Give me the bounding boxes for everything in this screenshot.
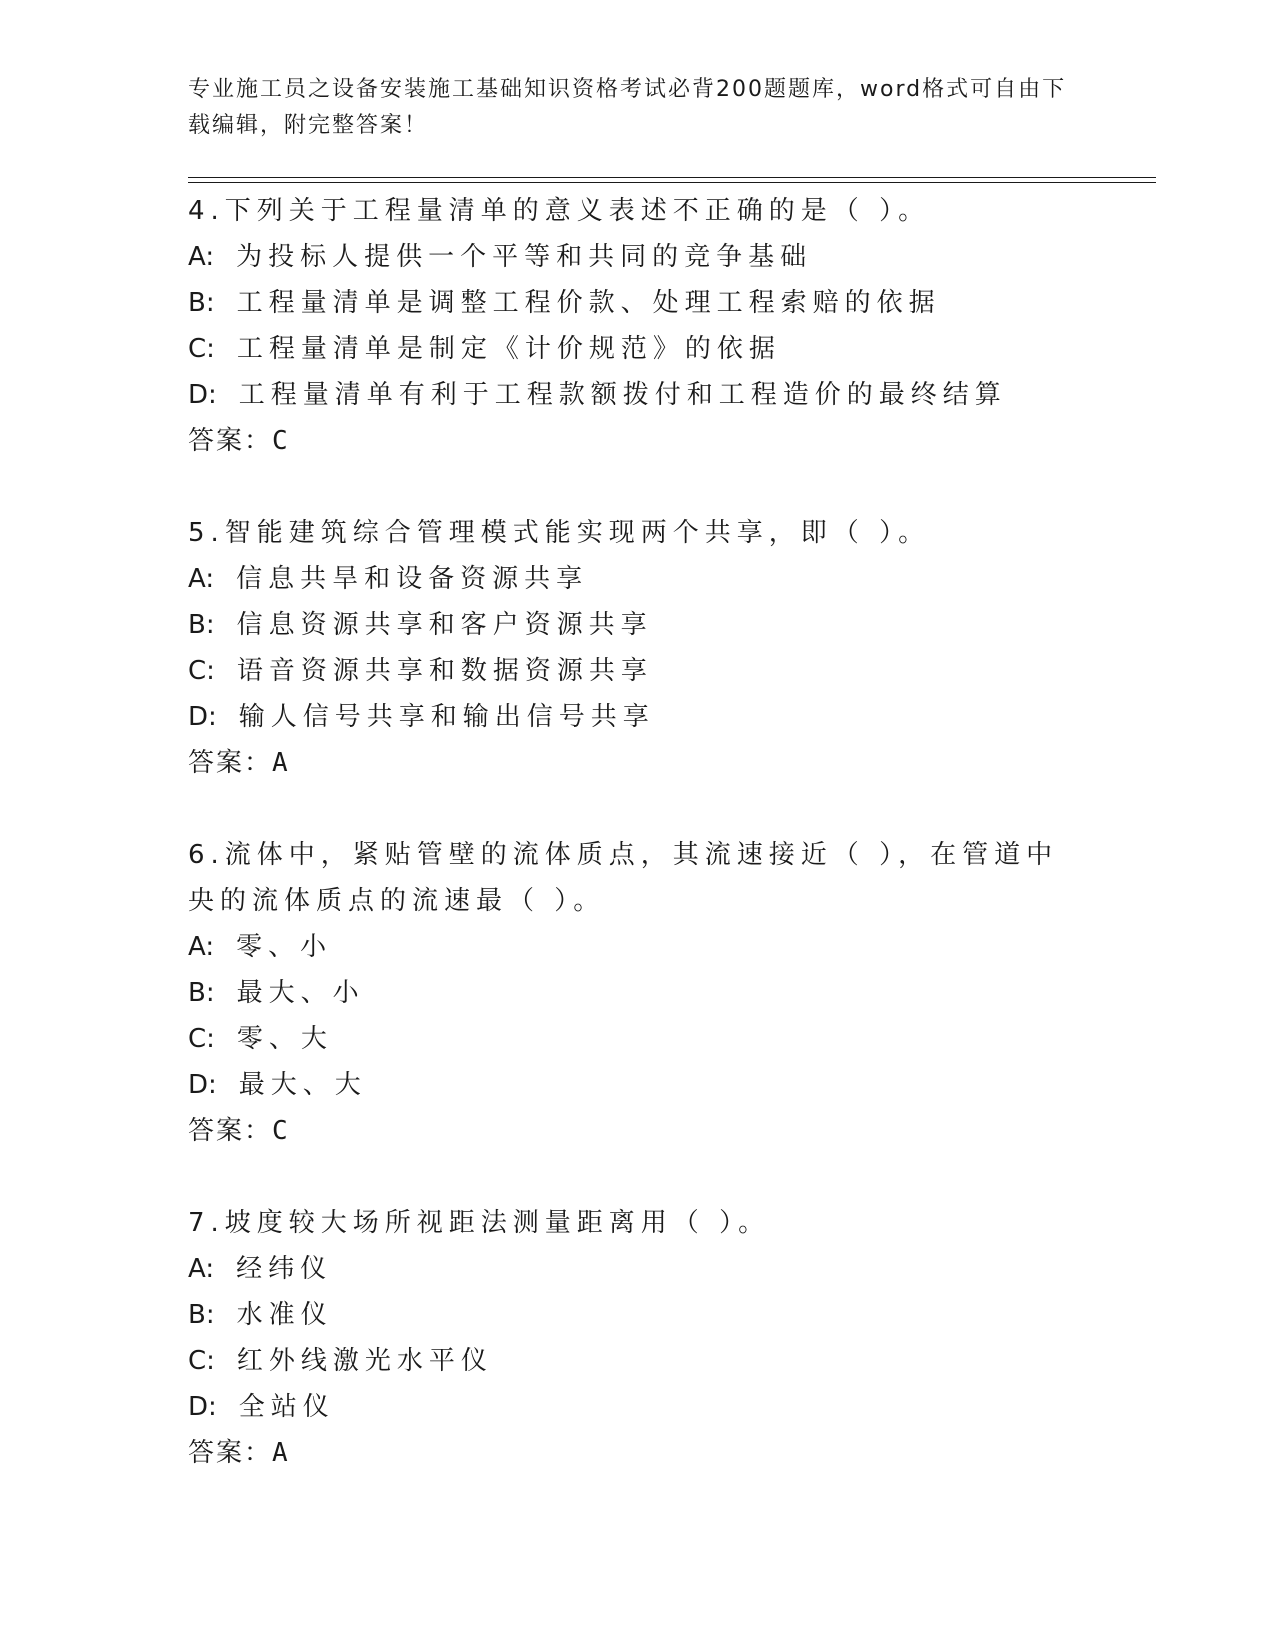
question-stem: 7.坡度较大场所视距法测量距离用（ ）。 — [188, 1208, 771, 1238]
option-a — [188, 556, 1088, 602]
option-key: B: — [188, 978, 215, 1008]
option-key: D: — [188, 1070, 217, 1100]
option-d — [188, 372, 1088, 418]
answer-label: 答案： — [188, 1116, 273, 1146]
option-text: 语音资源共享和数据资源共享 — [236, 656, 653, 686]
option-text: 为投标人提供一个平等和共同的竞争基础 — [236, 242, 813, 272]
document-header: 专业施工员之设备安装施工基础知识资格考试必背200题题库，word格式可自由下载编辑，附完整答案！ — [188, 77, 1067, 138]
option-key: D: — [188, 702, 217, 732]
header-divider-top — [188, 177, 1156, 178]
question-stem: 4.下列关于工程量清单的意义表述不正确的是（ ）。 — [188, 196, 931, 226]
option-d — [188, 694, 1088, 740]
question-stem: 6.流体中，紧贴管壁的流体质点，其流速接近（ ），在管道中央的流体质点的流速最（ ）。 — [188, 840, 1059, 916]
answer-value: A — [272, 1438, 288, 1468]
option-key: D: — [188, 380, 217, 410]
question-list — [188, 188, 1088, 1522]
answer-label: 答案： — [188, 748, 273, 778]
option-key: A: — [188, 242, 215, 272]
option-a — [188, 924, 1088, 970]
option-text: 零、大 — [236, 1024, 333, 1054]
option-key: C: — [188, 1024, 215, 1054]
option-key: B: — [188, 288, 215, 318]
option-d — [188, 1384, 1088, 1430]
answer-label: 答案： — [188, 1438, 273, 1468]
option-text: 经纬仪 — [236, 1254, 333, 1284]
option-c — [188, 648, 1088, 694]
option-a — [188, 1246, 1088, 1292]
option-key: C: — [188, 656, 215, 686]
option-text: 信息资源共享和客户资源共享 — [236, 610, 653, 640]
answer-line — [188, 1430, 1088, 1476]
option-key: A: — [188, 564, 215, 594]
option-text: 工程量清单是制定《计价规范》的依据 — [236, 334, 781, 364]
option-text: 最大、大 — [238, 1070, 367, 1100]
answer-line — [188, 418, 1088, 464]
answer-value: C — [272, 1116, 288, 1146]
answer-line — [188, 1108, 1088, 1154]
option-b — [188, 1292, 1088, 1338]
question-4 — [188, 188, 1088, 464]
header-divider-bottom — [188, 182, 1156, 183]
answer-line — [188, 740, 1088, 786]
question-7 — [188, 1200, 1088, 1476]
option-text: 红外线激光水平仪 — [236, 1346, 493, 1376]
option-key: A: — [188, 1254, 215, 1284]
option-text: 信息共旱和设备资源共享 — [236, 564, 589, 594]
option-text: 零、小 — [236, 932, 333, 962]
option-a — [188, 234, 1088, 280]
option-key: C: — [188, 334, 215, 364]
answer-label: 答案： — [188, 426, 273, 456]
option-d — [188, 1062, 1088, 1108]
option-text: 最大、小 — [236, 978, 365, 1008]
option-key: D: — [188, 1392, 217, 1422]
option-b — [188, 280, 1088, 326]
answer-value: C — [272, 426, 288, 456]
option-key: B: — [188, 610, 215, 640]
option-c — [188, 326, 1088, 372]
option-key: A: — [188, 932, 215, 962]
option-b — [188, 602, 1088, 648]
question-6 — [188, 832, 1088, 1154]
option-text: 工程量清单是调整工程价款、处理工程索赔的依据 — [236, 288, 941, 318]
option-text: 水准仪 — [236, 1300, 333, 1330]
option-b — [188, 970, 1088, 1016]
question-5 — [188, 510, 1088, 786]
option-c — [188, 1338, 1088, 1384]
answer-value: A — [272, 748, 288, 778]
option-text: 全站仪 — [238, 1392, 335, 1422]
option-text: 输人信号共享和输出信号共享 — [238, 702, 655, 732]
option-key: C: — [188, 1346, 215, 1376]
question-stem: 5.智能建筑综合管理模式能实现两个共享，即（ ）。 — [188, 518, 931, 548]
option-c — [188, 1016, 1088, 1062]
option-key: B: — [188, 1300, 215, 1330]
option-text: 工程量清单有利于工程款额拨付和工程造价的最终结算 — [238, 380, 1007, 410]
